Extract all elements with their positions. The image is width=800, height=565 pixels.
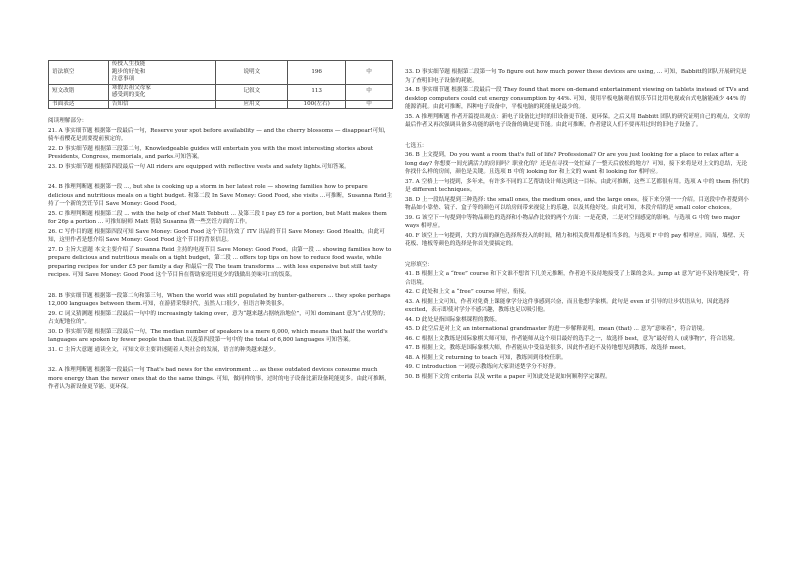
answer-item: 41. B 根据上文 a “free” course 和下文谁不想省下几美元推断，作者迫不及待地接受了上课的念头。jump at 意为“迫不及待地接受”，符合语境。 [405,271,749,286]
answer-item: 44. D 此处是指国际象棋课程的教练。 [405,316,501,323]
answer-item: 30. D 事实细节题 根据第三段最后一句，The median number of speakers is a mere 6,000, which means that half the world's languages are spoken by fewer people than that.以及第四段第一句中的 the total of 6,800 languages 可知答案。 [48,328,388,344]
answer-item: 45. D 此空后是对上文 an international grandmaster 的进一步解释说明，mean (that) ... 意为“意味着”，符合语境。 [405,326,708,332]
word-count-cell: 196 [288,61,346,85]
answer-item: 36. B 上文提到，Do you want a room that's full of life? Professional? Or are you just looking for a place to relax after a long day? 你想要一间充满活力的房间吗？职业化的？还是在寻找一处忙碌了一整天后放松的地方？可知，接下来将是对上文的总结，无论你找什么样的房间，颜色是关键。且选项 B 中的 looking for 和上文的 want 和 looking for 相呼应。 [405,152,748,175]
word-count-cell: 113 [288,84,346,100]
answer-item: 26. C 写作目的题 根据第四段可知 Save Money: Good Food 这个节目仿效了 ITV 出品的节目 Save Money: Good Health。由此可知，这里作者是想介绍 Save Money: Good Food 这个节目的背景信息。 [48,228,385,244]
paragraph-gap [48,355,393,366]
passage-type-cell: 语法填空 [49,61,109,85]
answer-item: 34. B 事实细节题 根据第二段最后一段 They found that more on-demand entertainment viewing on tablets instead of TVs and desktop computers could cut energy consumption by 44%. 可知，使用平板电脑观看娱乐节目比用电视或台式电脑能减少 44% 的能源消耗。由此可推断，四种电子设备中，平板电脑的耗能量是最少的。 [405,87,749,110]
genre-cell: 应用文 [216,100,288,109]
answer-item: 39. G 该空下一句提到中等物品颜色的选择和小物品作比较的两个方面：一是花费，二是对空间感觉的影响。与选项 G 中的 two major ways 相呼应。 [405,214,741,229]
answer-item: 23. D 事实细节题 根据第四段最后一句 All riders are equipped with reflective vests and safety lights.可知答案。 [48,163,350,170]
paragraph-gap [48,172,393,183]
difficulty-cell: 中 [346,61,393,85]
answer-item: 29. C 词义猜测题 根据第二段最后一句中的 increasingly taking over，意为“越来越占据统治地位”，可知 dominant 意为“占优势的；占支配地位的”。 [48,310,389,326]
answer-item: 28. B 事实细节题 根据第一段第二句和第三句，When the world was still populated by hunter-gatherers ... they spoke perhaps 12,000 languages between them.可知，在游猎采集时代，虽然人口很少，但语言种类很多。 [48,292,391,308]
word-count-cell: 100(左右) [288,100,346,109]
answer-item: 40. F 该空上一句提到，大的方面的颜色选择所投入的时间，精力和相关费用都是相当多的。与选项 F 中的 pay 相呼应。因而，墙壁、天花板、地板等颜色的选择是你首先要搞定的。 [405,232,745,247]
right-column [405,68,750,382]
paragraph-gap [405,250,750,261]
answer-item: 37. A 空格上一句提到，多年来，有许多不同的工艺帮助设计师达到这一目标。由此可推断，这些工艺都很有用。选项 A 中的 them 指代的是 different techniques。 [405,178,750,193]
answer-item: 21. A 事实细节题 根据第一段最后一句，Reserve your spot before availability — and the cherry blossoms — disappear!可知，骑车看樱花是需要提前预定的。 [48,127,390,143]
genre-cell: 说明文 [216,61,288,85]
answer-item: 完形填空： [405,261,433,268]
answer-item: 43. A 根据上文可知，作者对免费上课能拿学分这件事感到兴奋，而且他想学象棋。此句是 even if 引导的让步状语从句，因此选择 excited，表示即使对学分不感兴趣，教练也足以吸引他。 [405,298,730,313]
paragraph-gap [48,281,393,292]
answer-item: 48. A 根据上文 returning to teach 可知，教练回到母校任职。 [405,354,567,361]
answer-item: 50. B 根据下文的 criteria 以及 write a paper 可知此处是说如何顺利学完课程。 [405,373,611,380]
answer-item: 25. C 推理判断题 根据第二段 ... with the help of chef Matt Tebbutt ... 及第三段 I pay £5 for a portion, but Matt makes them for 26p a portion ... 可推知厨师 Matt 帮助 Susanna 做一些烹饪方面的工作。 [48,210,387,226]
left-column [48,60,393,393]
answer-item: 42. C 此处和上文 a “free” course 呼应，衔接。 [405,289,530,295]
answer-item: 49. C introduction 一词提示教练向大家讲述楚学分不好挣。 [405,364,560,370]
answer-item: 46. C 根据上文教练是国际象棋大师可知，作者能师从这个项目最好的选手之一，故选择 best，意为“最好的人 (或事物)”，符合语境。 [405,335,739,342]
answer-item: 27. D 主旨大意题 本文主要介绍了 Susanna Reid 主持的电视节目 Save Money: Good Food。由第一段 ... showing families how to prepare delicious and nutritious meals on a tight budget，第二段 ... offers top tips on how to reduce food waste, while preparing recipes for under £5 per family a day 和最后一段 The team transforms ... with less expensive but still tasty recipes. 可知 Save Money: Good Food 这个节目旨在帮助家庭用更少的钱做出美味可口的饭菜。 [48,246,392,279]
difficulty-cell: 中 [346,84,393,100]
passage-summary-table [48,60,393,109]
answer-item: 35. A 推理判断题 作者开篇提出观点：新电子设备比过时的旧设备更节能、更环保。之后又用 Babbitt 团队的研究证明自己的观点，文章的最后作者又再次强调具备多功能的新电子设备的确是更节能。由此可推断，作者建议人们不要再用过时的旧电子设备了。 [405,113,750,128]
topic-cell: 传授人生技能 跑步的好处和 注意事项 [108,61,216,85]
topic-cell: 告知信 [108,100,216,109]
answer-item: 32. A 推理判断题 根据第一段最后一句 That's bad news for the environment ... as these outdated devices consume much more energy than the newer ones that do the same things. 可知，做同样的事，过时的电子设备比新设备耗能更多。由此可推断，作者认为新设备更节能、更环保。 [48,367,390,391]
genre-cell: 记叙文 [216,84,288,100]
passage-type-cell: 书面表达 [49,100,109,109]
table-row [49,100,393,109]
topic-cell: 寒假去祖父母家 感受到的变化 [108,84,216,100]
answer-item: 33. D 事实细节题 根据第二段第一句 To figure out how much power these devices are using, ... 可知，Babbitt的团队开展研究是为了查明旧电子设备的耗能。 [405,69,747,84]
right-answer-text [405,68,750,381]
answer-item: 24. B 推理判断题 根据第一段 ..., but she is cooking up a storm in her latest role — showing families how to prepare delicious and nutritious meals on a tight budget. 和第二段 In Save Money: Good Food, she visits ...可推断，Susanna Reid主持了一个新的烹饪节目 Save Money: Good Food。 [48,184,393,208]
answer-item: 38. D 上一段结尾提到三种选择: the small ones, the medium ones, and the large ones。接下来分别一一介绍。目送段中作者提到小物品如小靠垫、镜子、盒子等的颜色可以给房间带来视觉上的乐趣，以及其他好处。由此可知，本段介绍的是 small color choices。 [405,196,749,211]
passage-type-cell: 短文改错 [49,84,109,100]
paragraph-gap [405,131,750,142]
table-row [49,61,393,85]
answer-item: 22. D 事实细节题 根据第三段第二句，Knowledgeable guides will entertain you with the most interesting stories about Presidents, Congress, memorials, and parks.可知答案。 [48,145,374,161]
answer-item: 47. B 根据上文，教练是国际象棋大师，作者能从中受益是很多，因此作者迫不及待地想见到教练，故选择 meet。 [405,345,690,351]
answer-item: 阅读理解部分： [48,118,88,125]
difficulty-cell: 中 [346,100,393,109]
left-answer-text [48,117,393,392]
answer-item: 31. C 主旨大意题 通读全文，可知文章主要讲述随着人类社会的发展，语言的种类越来越少。 [48,346,280,353]
table-row [49,84,393,100]
answer-item: 七选五： [405,142,428,149]
